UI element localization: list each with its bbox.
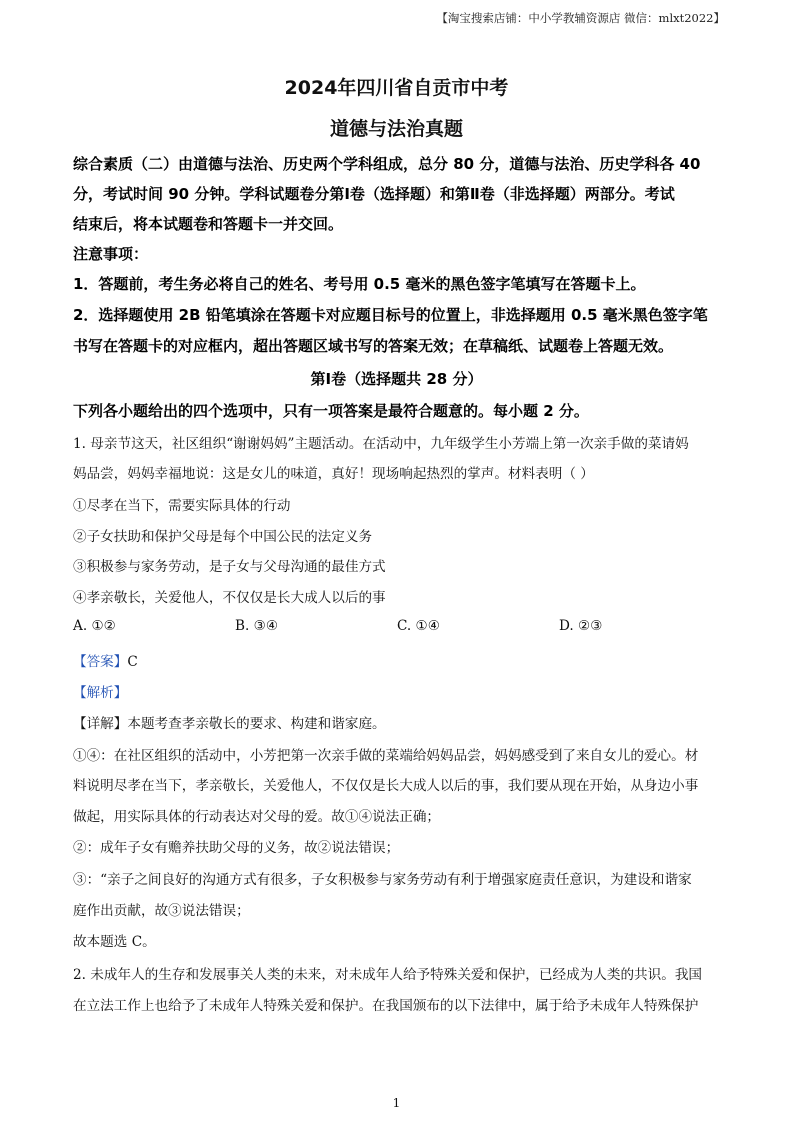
q1-detail-line: ③：“亲子之间良好的沟通方式有很多，子女积极参与家务劳动有利于增强家庭责任意识，为建设和谐家 [73, 872, 692, 888]
q1-detail-line: 故本题选 C。 [73, 934, 156, 950]
q1-detail-line: 庭作出贡献，故③说法错误； [73, 903, 250, 919]
q1-stem-line: 妈品尝，妈妈幸福地说：这是女儿的味道，真好！现场响起热烈的掌声。材料表明（ ） [73, 466, 594, 482]
q1-statement: ③积极参与家务劳动，是子女与父母沟通的最佳方式 [73, 559, 386, 575]
instructions: 下列各小题给出的四个选项中，只有一项答案是最符合题意的。每小题 2 分。 [73, 402, 589, 420]
q1-option-c: C. ①④ [397, 618, 440, 634]
page-subtitle: 道德与法治真题 [329, 118, 463, 140]
q1-detail-line: ①④：在社区组织的活动中，小芳把第一次亲手做的菜端给妈妈品尝，妈妈感受到了来自女儿的爱心。材 [73, 748, 699, 764]
intro-line: 综合素质（二）由道德与法治、历史两个学科组成，总分 80 分，道德与法治、历史学科各 40 [73, 155, 701, 173]
q1-option-a: A. ①② [73, 618, 116, 634]
q1-option-b: B. ③④ [235, 618, 279, 634]
analysis-tag: 【解析】 [73, 685, 128, 701]
q1-answer [73, 650, 138, 670]
intro-line: 分，考试时间 90 分钟。学科试题卷分第Ⅰ卷（选择题）和第Ⅱ卷（非选择题）两部分。考试 [73, 185, 675, 203]
notice-title: 注意事项： [73, 245, 149, 263]
answer-tag: 【答案】 [73, 654, 128, 670]
notice-item: 1．答题前，考生务必将自己的姓名、考号用 0.5 毫米的黑色签字笔填写在答题卡上。 [73, 275, 646, 293]
q1-statement: ④孝亲敬长，关爱他人，不仅仅是长大成人以后的事 [73, 590, 386, 606]
q1-detail-line: 料说明尽孝在当下，孝亲敬长，关爱他人，不仅仅是长大成人以后的事，我们要从现在开始，从身边小事 [73, 778, 699, 794]
header-note: 【淘宝搜索店铺：中小学教辅资源店 微信：mlxt2022】 [436, 11, 725, 25]
q2-stem-line: 2. 未成年人的生存和发展事关人类的未来，对未成年人给予特殊关爱和保护，已经成为人类的共识。我国 [73, 967, 703, 983]
q1-detail-line: 做起，用实际具体的行动表达对父母的爱。故①④说法正确； [73, 809, 441, 825]
q1-detail-line: 【详解】本题考查孝亲敬长的要求、构建和谐家庭。 [73, 716, 386, 732]
answer-value: C [127, 654, 138, 670]
notice-item: 2．选择题使用 2B 铅笔填涂在答题卡对应题目标号的位置上，非选择题用 0.5 毫米黑色签字笔 [73, 306, 708, 324]
q1-statement: ②子女扶助和保护父母是每个中国公民的法定义务 [73, 529, 373, 545]
q2-stem-line: 在立法工作上也给予了未成年人特殊关爱和保护。在我国颁布的以下法律中，属于给予未成年人特殊保护 [73, 998, 699, 1014]
q1-statement: ①尽孝在当下，需要实际具体的行动 [73, 498, 291, 514]
intro-line: 结束后，将本试题卷和答题卡一并交回。 [73, 215, 344, 233]
q1-stem-line: 1. 母亲节这天，社区组织“谢谢妈妈”主题活动。在活动中，九年级学生小芳端上第一次亲手做的菜请妈 [73, 436, 689, 452]
q1-detail-line: ②：成年子女有赡养扶助父母的义务，故②说法错误； [73, 840, 400, 856]
section-title: 第Ⅰ卷（选择题共 28 分） [310, 370, 483, 388]
notice-item: 书写在答题卡的对应框内，超出答题区域书写的答案无效；在草稿纸、试题卷上答题无效。 [73, 337, 674, 355]
page-title: 2024年四川省自贡市中考 [284, 77, 509, 99]
page-number: 1 [392, 1096, 401, 1110]
q1-option-d: D. ②③ [559, 618, 603, 634]
